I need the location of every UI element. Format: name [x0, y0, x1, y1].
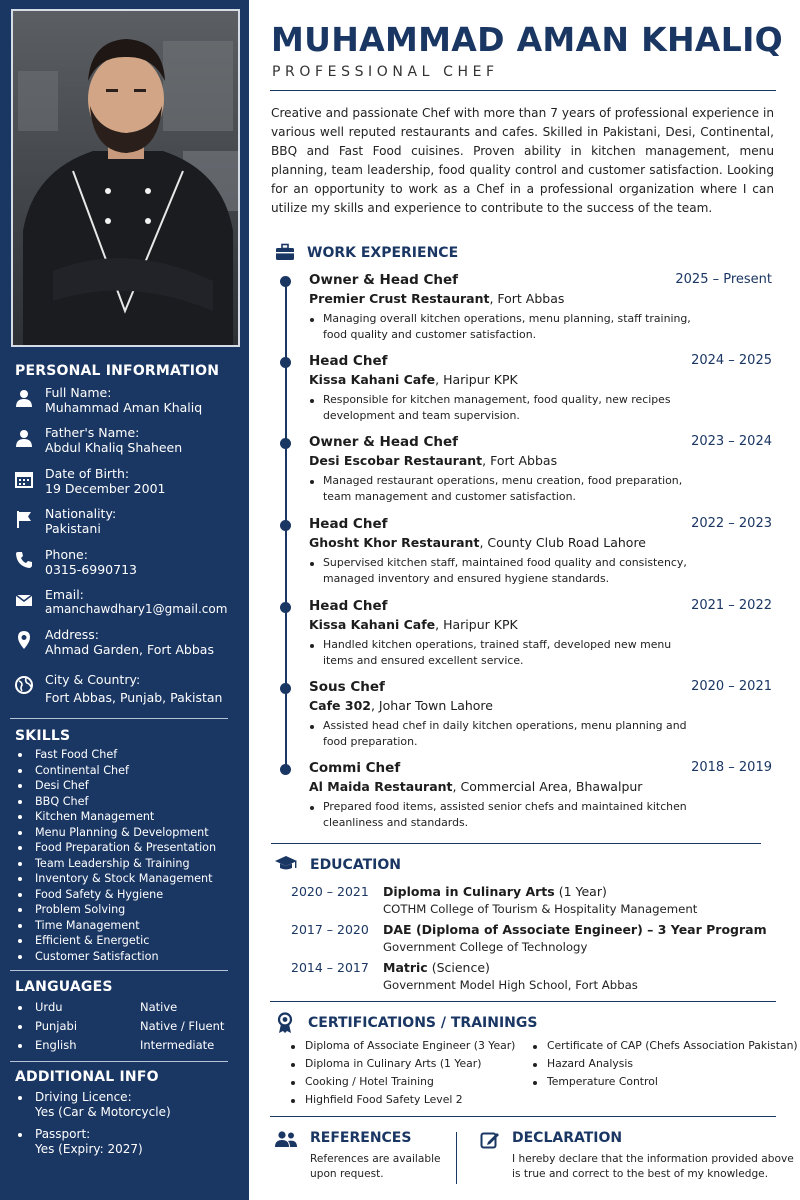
education-entry [291, 884, 771, 920]
job-entry-dates: 2025 – Present [675, 272, 772, 287]
job-entry-dates: 2021 – 2022 [691, 598, 772, 613]
degree-name: Matric [383, 960, 428, 975]
timeline-dot [280, 602, 291, 613]
section-divider [270, 1001, 776, 1002]
skill-item: Kitchen Management [15, 809, 216, 825]
job-entry [280, 516, 775, 596]
section-divider [271, 843, 761, 844]
driving-licence-item [15, 1090, 245, 1120]
job-entry-description: Handled kitchen operations, trained staff, developed new menu items and ensured excellent service. [323, 637, 693, 669]
degree-note: (1 Year) [554, 884, 607, 899]
education-institute: Government Model High School, Fort Abbas [383, 978, 638, 992]
phone-value: 0315-6990713 [45, 562, 137, 577]
skill-item: Fast Food Chef [15, 747, 216, 763]
job-entry-title: Owner & Head Chef [309, 272, 459, 288]
company-location: , Fort Abbas [489, 291, 565, 306]
job-entry-description: Managed restaurant operations, menu creation, food preparation, team management and customer satisfaction. [323, 473, 693, 505]
graduation-cap-icon [274, 855, 298, 873]
job-entry-description: Responsible for kitchen management, food quality, new recipes development and team supervision. [323, 392, 693, 424]
certification-item: Diploma of Associate Engineer (3 Year) [289, 1039, 515, 1052]
job-entry-company [309, 291, 564, 306]
skill-item: Inventory & Stock Management [15, 871, 216, 887]
edit-pen-icon [480, 1130, 500, 1150]
job-title: PROFESSIONAL CHEF [272, 64, 499, 80]
language-level: Native / Fluent [140, 1019, 225, 1033]
skill-item: Efficient & Energetic [15, 933, 216, 949]
section-divider [270, 1116, 776, 1117]
language-row [15, 1019, 245, 1037]
timeline-dot [280, 438, 291, 449]
job-entry-description: Managing overall kitchen operations, menu planning, staff training, food quality and customer satisfaction. [323, 311, 693, 343]
briefcase-icon [275, 243, 295, 261]
work-experience-heading: WORK EXPERIENCE [307, 245, 459, 261]
address-row [14, 627, 244, 663]
company-name: Al Maida Restaurant [309, 779, 453, 794]
dob-label: Date of Birth: [45, 466, 130, 481]
skill-item: Continental Chef [15, 763, 216, 779]
person-icon [14, 428, 34, 448]
job-entry [280, 598, 775, 678]
certification-item: Diploma in Culinary Arts (1 Year) [289, 1057, 481, 1070]
job-entry-company [309, 453, 557, 468]
education-entry [291, 922, 771, 958]
language-level: Native [140, 1000, 178, 1014]
company-location: , Haripur KPK [435, 617, 518, 632]
languages-heading: LANGUAGES [15, 979, 113, 995]
phone-label: Phone: [45, 547, 88, 562]
education-degree [383, 960, 490, 975]
job-entry-description: Prepared food items, assisted senior chefs and maintained kitchen cleanliness and standards. [323, 799, 693, 831]
job-entry-dates: 2020 – 2021 [691, 679, 772, 694]
company-name: Kissa Kahani Cafe [309, 617, 436, 632]
envelope-icon [14, 590, 34, 610]
sidebar-divider [10, 718, 228, 719]
location-pin-icon [14, 630, 34, 650]
job-entry-title: Head Chef [309, 516, 388, 532]
job-entry [280, 760, 775, 840]
company-location: , Johar Town Lahore [370, 698, 493, 713]
job-entry [280, 272, 775, 352]
globe-icon [14, 675, 34, 695]
education-heading: EDUCATION [310, 857, 401, 873]
certification-item: Hazard Analysis [531, 1057, 633, 1070]
city-country-row [14, 672, 244, 708]
candidate-name: MUHAMMAD AMAN KHALIQ [271, 20, 784, 59]
driving-licence-value: Yes (Car & Motorcycle) [35, 1105, 171, 1119]
language-name: Urdu [35, 1000, 63, 1014]
company-name: Desi Escobar Restaurant [309, 453, 483, 468]
skill-item: Food Safety & Hygiene [15, 887, 216, 903]
personal-info-heading: PERSONAL INFORMATION [15, 363, 220, 379]
degree-name: DAE (Diploma of Associate Engineer) – 3 Year Program [383, 922, 767, 937]
vertical-separator [456, 1132, 457, 1184]
company-location: , Commercial Area, Bhawalpur [452, 779, 643, 794]
full-name-row [14, 385, 244, 421]
degree-note: (Science) [427, 960, 490, 975]
certification-item: Temperature Control [531, 1075, 658, 1088]
declaration-heading: DECLARATION [512, 1130, 623, 1146]
education-years: 2017 – 2020 [291, 922, 369, 937]
job-entry-dates: 2022 – 2023 [691, 516, 772, 531]
skill-item: Customer Satisfaction [15, 949, 216, 965]
language-name: English [35, 1038, 77, 1052]
full-name-value: Muhammad Aman Khaliq [45, 400, 203, 415]
job-entry [280, 679, 775, 759]
company-location: , Haripur KPK [435, 372, 518, 387]
passport-value: Yes (Expiry: 2027) [35, 1142, 143, 1156]
language-row [15, 1000, 245, 1018]
city-country-label: City & Country: [45, 672, 141, 687]
company-name: Cafe 302 [309, 698, 371, 713]
job-entry-dates: 2018 – 2019 [691, 760, 772, 775]
skill-item: Desi Chef [15, 778, 216, 794]
timeline-dot [280, 764, 291, 775]
nationality-value: Pakistani [45, 521, 101, 536]
nationality-label: Nationality: [45, 506, 117, 521]
full-name-label: Full Name: [45, 385, 112, 400]
driving-licence-label: Driving Licence: [35, 1090, 132, 1104]
declaration-text-line-2: is true and correct to the best of my knowledge. [512, 1168, 769, 1180]
job-entry-dates: 2024 – 2025 [691, 353, 772, 368]
sidebar [0, 0, 249, 1200]
dob-row [14, 466, 244, 502]
person-icon [14, 388, 34, 408]
email-value: amanchawdhary1@gmail.com [45, 602, 228, 616]
job-entry-title: Sous Chef [309, 679, 385, 695]
award-ribbon-icon [276, 1012, 294, 1034]
certification-item: Cooking / Hotel Training [289, 1075, 434, 1088]
degree-name: Diploma in Culinary Arts [383, 884, 555, 899]
city-country-value: Fort Abbas, Punjab, Pakistan [45, 690, 223, 705]
job-entry-company [309, 535, 646, 550]
skill-item: Time Management [15, 918, 216, 934]
address-value: Ahmad Garden, Fort Abbas [45, 642, 214, 657]
education-institute: Government College of Technology [383, 940, 588, 954]
flag-icon [14, 509, 34, 529]
address-label: Address: [45, 627, 99, 642]
father-name-row [14, 425, 244, 461]
timeline-dot [280, 357, 291, 368]
job-entry [280, 434, 775, 514]
education-years: 2014 – 2017 [291, 960, 369, 975]
company-name: Ghosht Khor Restaurant [309, 535, 480, 550]
dob-value: 19 December 2001 [45, 481, 166, 496]
company-location: , County Club Road Lahore [479, 535, 646, 550]
job-entry-company [309, 617, 518, 632]
skill-item: Problem Solving [15, 902, 216, 918]
sidebar-divider [10, 970, 228, 971]
company-location: , Fort Abbas [482, 453, 558, 468]
job-entry-title: Owner & Head Chef [309, 434, 459, 450]
people-group-icon [274, 1130, 298, 1148]
education-entry [291, 960, 771, 996]
job-entry-description: Supervised kitchen staff, maintained food quality and consistency, managed inventory and ensured hygiene standards. [323, 555, 693, 587]
skill-item: Menu Planning & Development [15, 825, 216, 841]
job-entry-company [309, 698, 493, 713]
father-name-value: Abdul Khaliq Shaheen [45, 440, 183, 455]
job-entry [280, 353, 775, 433]
phone-icon [14, 550, 34, 570]
email-label: Email: [45, 587, 84, 602]
language-row [15, 1038, 245, 1056]
company-name: Kissa Kahani Cafe [309, 372, 436, 387]
skill-item: Team Leadership & Training [15, 856, 216, 872]
phone-row [14, 547, 244, 583]
job-entry-dates: 2023 – 2024 [691, 434, 772, 449]
skill-item: Food Preparation & Presentation [15, 840, 216, 856]
education-degree [383, 884, 607, 899]
calendar-icon [14, 469, 34, 489]
timeline-dot [280, 520, 291, 531]
sidebar-divider [10, 1061, 228, 1062]
declaration-text-line-1: I hereby declare that the information provided above [512, 1153, 794, 1165]
language-name: Punjabi [35, 1019, 78, 1033]
references-text-line-2: upon request. [310, 1168, 384, 1180]
profile-photo [11, 9, 240, 347]
education-institute: COTHM College of Tourism & Hospitality Management [383, 902, 698, 916]
profile-summary: Creative and passionate Chef with more than 7 years of professional experience in various well reputed restaurants and cafes. Skilled in Pakistani, Desi, Continental, BBQ and Fast Food cuisines. Proven ability in kitchen management, menu planning, team leadership, food quality control and customer satisfaction. Looking for an opportunity to work as a Chef in a professional organization where I can utilize my skills and experience to contribute to the success of the team. [271, 106, 774, 215]
father-name-label: Father's Name: [45, 425, 140, 440]
job-entry-company [309, 372, 518, 387]
education-degree [383, 922, 767, 937]
timeline-dot [280, 683, 291, 694]
education-years: 2020 – 2021 [291, 884, 369, 899]
passport-label: Passport: [35, 1127, 91, 1141]
language-level: Intermediate [140, 1038, 215, 1052]
skill-item: BBQ Chef [15, 794, 216, 810]
email-row [14, 587, 244, 623]
additional-info-heading: ADDITIONAL INFO [15, 1069, 159, 1085]
job-entry-title: Head Chef [309, 353, 388, 369]
references-text-line-1: References are available [310, 1153, 441, 1165]
certification-item: Highfield Food Safety Level 2 [289, 1093, 463, 1106]
skills-heading: SKILLS [15, 728, 71, 744]
job-entry-title: Head Chef [309, 598, 388, 614]
header-divider [270, 90, 776, 91]
nationality-row [14, 506, 244, 542]
job-entry-description: Assisted head chef in daily kitchen operations, menu planning and food preparation. [323, 718, 693, 750]
timeline-dot [280, 276, 291, 287]
certification-item: Certificate of CAP (Chefs Association Pakistan) [531, 1039, 798, 1052]
passport-item [15, 1127, 245, 1157]
certifications-heading: CERTIFICATIONS / TRAININGS [308, 1015, 538, 1031]
job-entry-title: Commi Chef [309, 760, 401, 776]
skills-list [15, 747, 216, 964]
company-name: Premier Crust Restaurant [309, 291, 490, 306]
job-entry-company [309, 779, 642, 794]
references-heading: REFERENCES [310, 1130, 412, 1146]
